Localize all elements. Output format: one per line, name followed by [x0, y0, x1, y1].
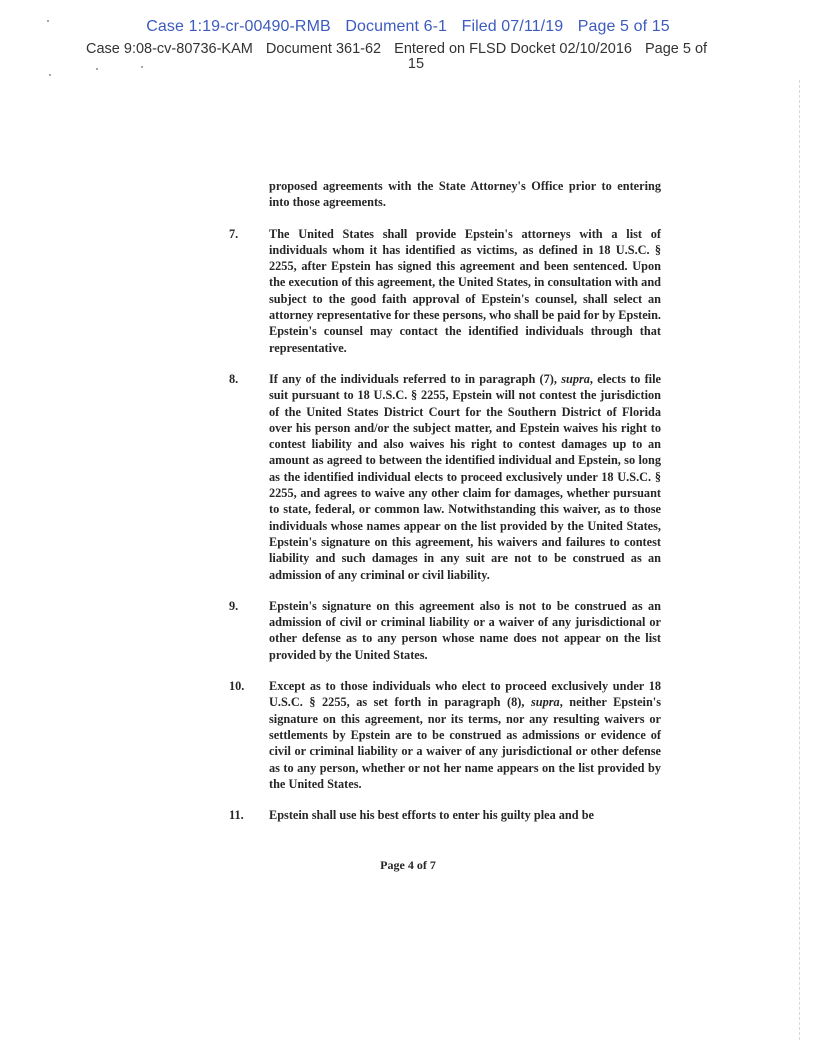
- stamp2-document-number: Document 361-62: [265, 41, 382, 57]
- scan-speck: [49, 74, 51, 76]
- stamp2-page-number: Page 5 of: [644, 41, 708, 57]
- scan-edge-line: [798, 80, 800, 1040]
- page-footer: Page 4 of 7: [380, 858, 436, 872]
- stamp2-page-total: 15: [407, 56, 425, 72]
- paragraph-number: 8.: [229, 371, 239, 386]
- court-filing-stamp-top: [0, 18, 816, 36]
- stamp-document-number: Document 6-1: [345, 18, 448, 35]
- document-body: [229, 178, 661, 838]
- paragraph-text: [269, 371, 661, 583]
- paragraph-10: [229, 678, 661, 792]
- paragraph-number: 9.: [229, 598, 239, 613]
- scan-speck: [96, 68, 98, 70]
- stamp2-entered-date: Entered on FLSD Docket 02/10/2016: [394, 41, 632, 57]
- continuation-paragraph: proposed agreements with the State Attorney's Office prior to entering into those agreements.: [269, 179, 661, 210]
- paragraph-9: [229, 598, 661, 663]
- scan-speck: [47, 20, 49, 22]
- stamp-case-number: Case 1:19-cr-00490-RMB: [146, 18, 331, 35]
- paragraph-text-part: , neither Epstein's signature on this agreement, nor its terms, nor any resulting waivers or settlements by Epstein are to be construed as admissions or evidence of civil or criminal liability or a waiver of any jurisdictional or other defense as to any person, whether or not her name appears on the list provided by the United States.: [269, 695, 661, 791]
- paragraph-text: Epstein shall use his best efforts to enter his guilty plea and be: [269, 808, 594, 823]
- paragraph-8: [229, 371, 661, 583]
- stamp-filed-date: Filed 07/11/19: [461, 18, 564, 35]
- paragraph-number: 7.: [229, 226, 239, 241]
- paragraph-text-part: Except as to those individuals who elect to proceed exclusively under 18 U.S.C. § 2255, as set forth in paragraph (8),: [269, 679, 661, 710]
- paragraph-number: 10.: [229, 679, 245, 694]
- stamp2-case-number: Case 9:08-cv-80736-KAM: [86, 41, 253, 57]
- paragraph-text: The United States shall provide Epstein's attorneys with a list of individuals whom it has identified as victims, as defined in 18 U.S.C. § 2255, after Epstein has signed this agreement and been sentenced. Upon the execution of this agreement, the United States, in consultation with and subject to the good faith approval of Epstein's counsel, shall select an attorney representative for these persons, who shall be paid for by Epstein. Epstein's counsel may contact the identified individuals through that representative.: [269, 226, 661, 355]
- paragraph-text-part: , elects to file suit pursuant to 18 U.S.C. § 2255, Epstein will not contest the jurisdiction of the United States District Court for the Southern District of Florida over his person and/or the subject matter, and Epstein waives his right to contest liability and also waives his right to contest damages up to an amount as agreed to between the identified individual and Epstein, so long as the identified individual elects to proceed exclusively under 18 U.S.C. § 2255, and agrees to waive any other claim for damages, whether pursuant to state, federal, or common law. Notwithstanding this waiver, as to those individuals whose names appear on the list provided by the United States, Epstein's signature on this agreement, his waivers and failures to contest liability and such damages in any suit are not to be construed as an admission of any criminal or civil liability.: [269, 371, 661, 582]
- paragraph-11: [229, 807, 661, 823]
- paragraph-text: [269, 678, 661, 792]
- paragraph-text-part: If any of the individuals referred to in paragraph (7),: [269, 371, 562, 386]
- paragraph-text: Epstein's signature on this agreement also is not to be construed as an admission of civil or criminal liability or a waiver of any jurisdictional or other defense as to any person whose name does not appear on the list provided by the United States.: [269, 598, 661, 662]
- paragraph-7: [229, 226, 661, 356]
- court-filing-stamp-second: [86, 42, 746, 72]
- paragraph-text-italic: supra: [530, 695, 560, 710]
- paragraph-number: 11.: [229, 808, 244, 823]
- stamp-page-number: Page 5 of 15: [577, 18, 670, 35]
- paragraph-text-italic: supra: [561, 371, 590, 386]
- scan-speck: [141, 66, 143, 68]
